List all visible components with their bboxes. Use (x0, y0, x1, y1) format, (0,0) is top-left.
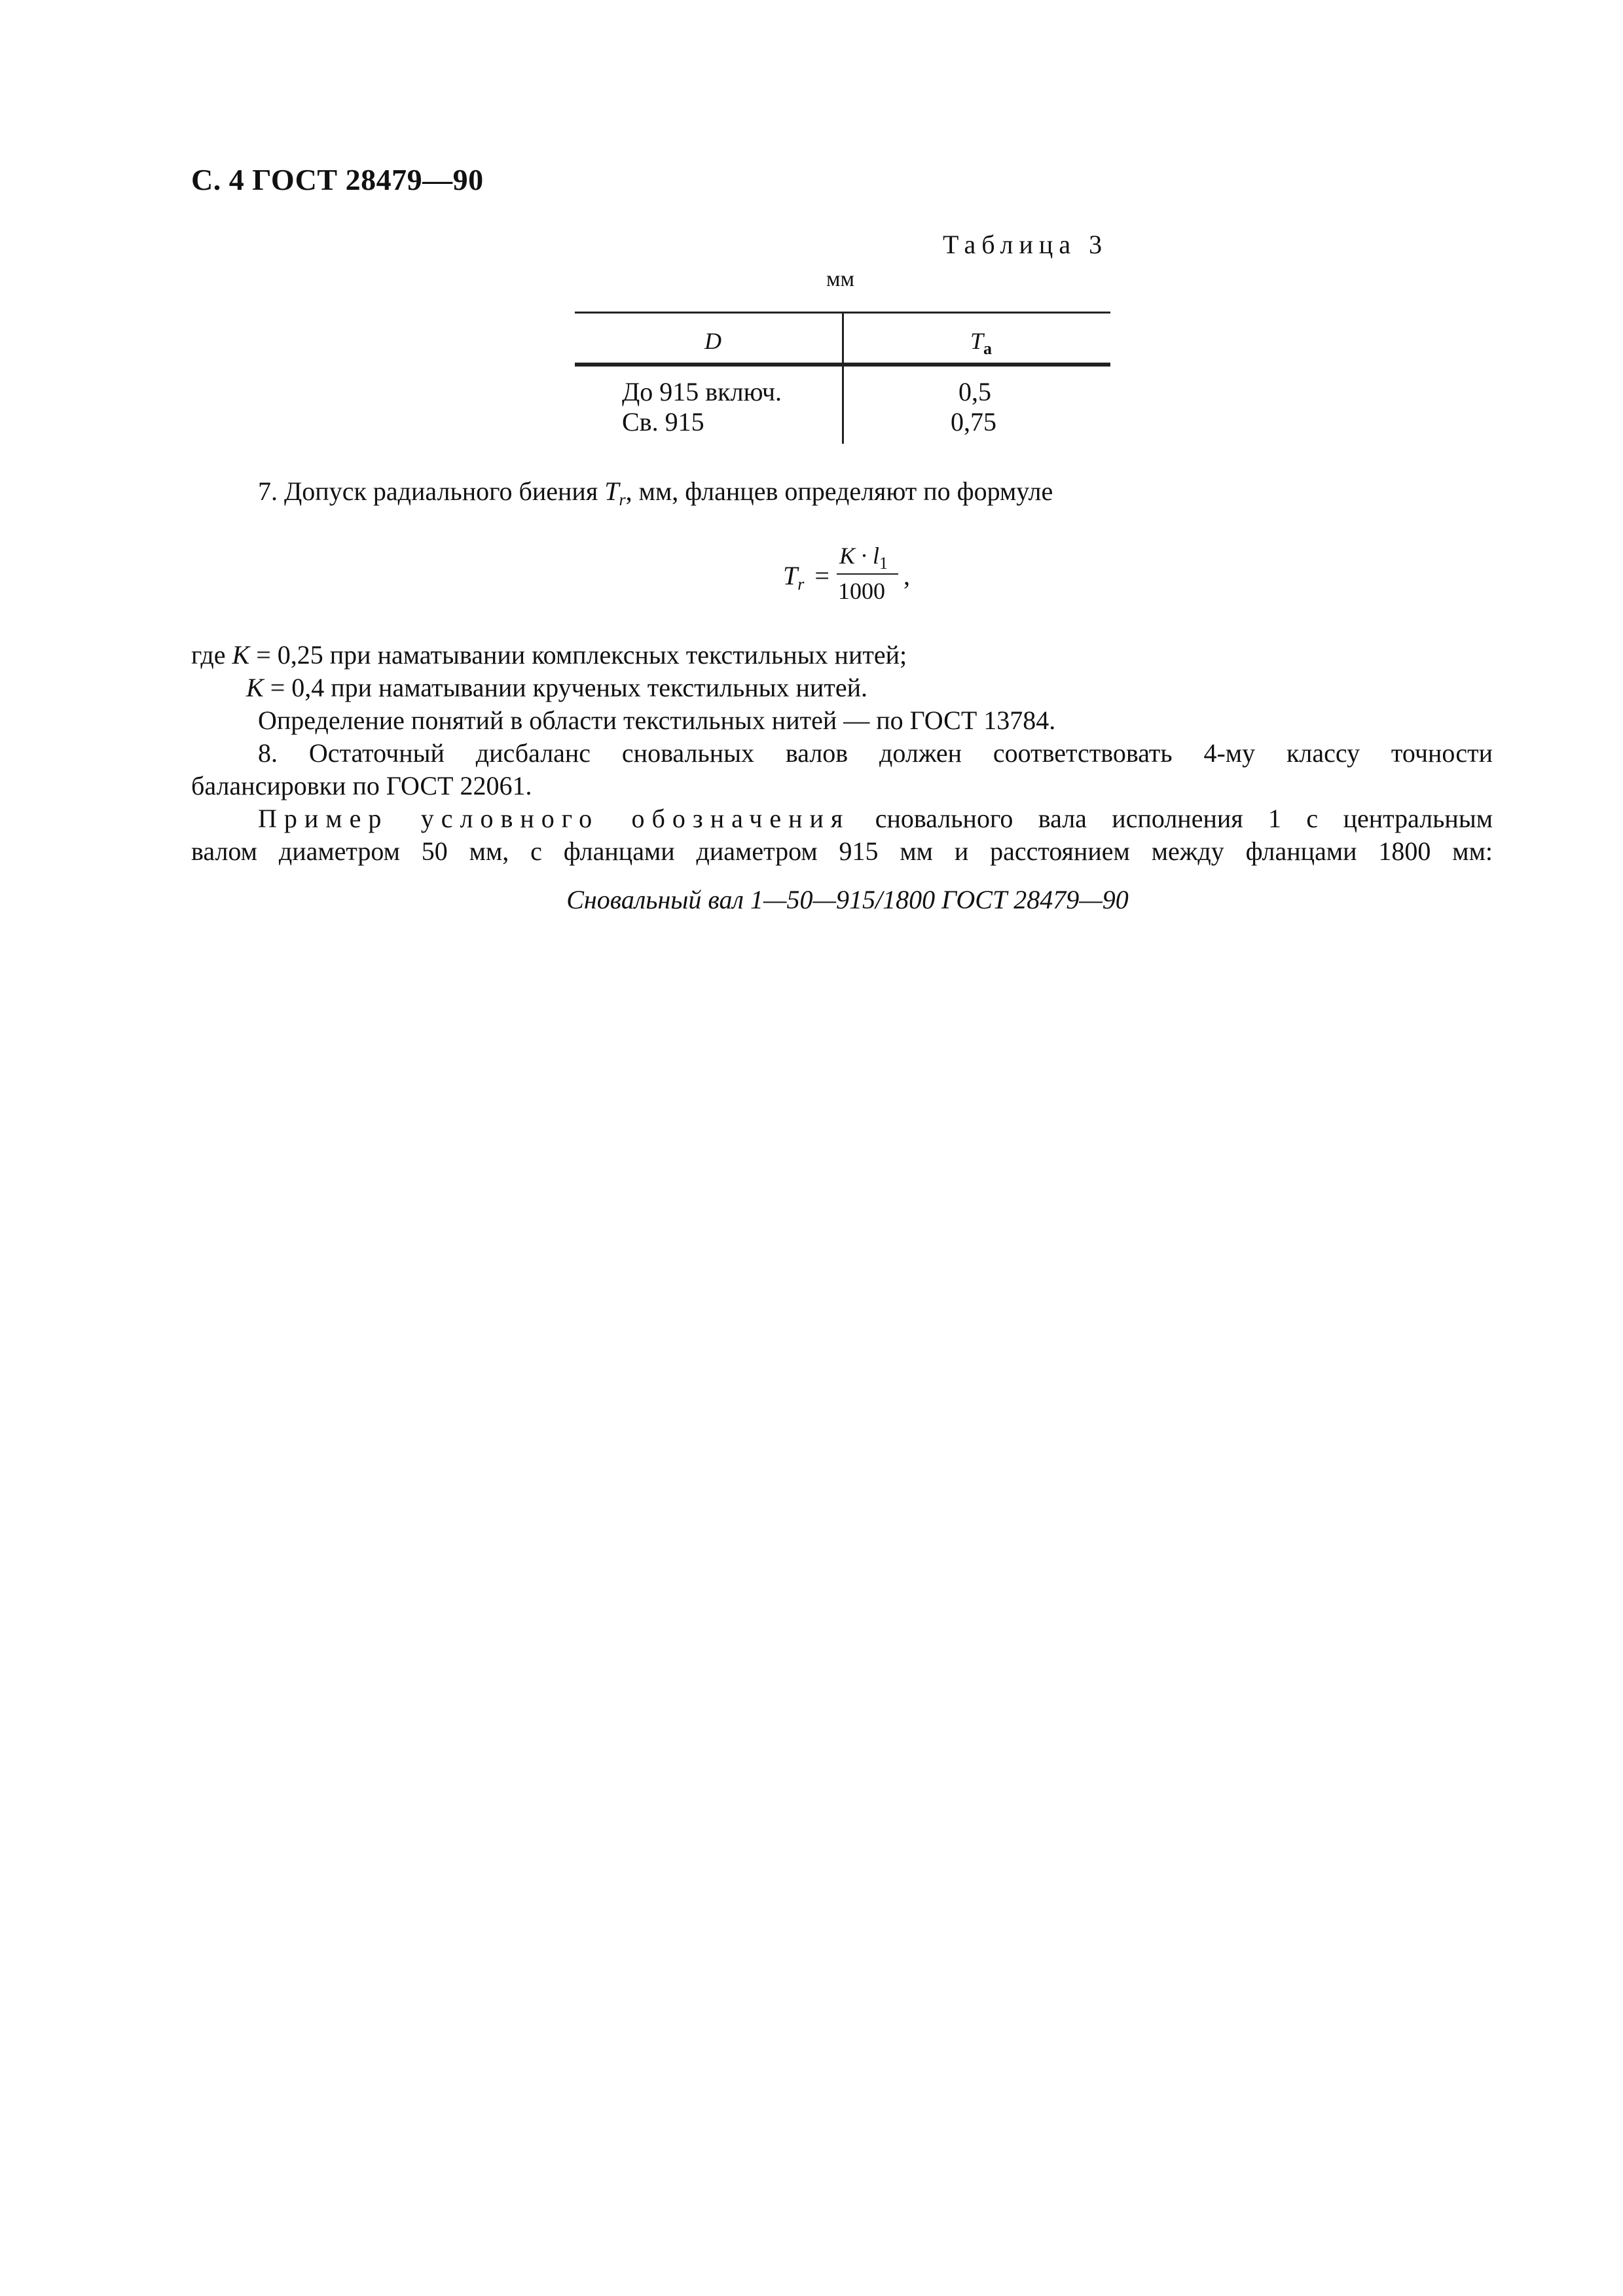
example-designation: Сновальный вал 1—50—915/1800 ГОСТ 28479—90 (566, 885, 1129, 914)
table-cell-t: 0,75 (951, 407, 996, 437)
example-line-1: Пример условного обозначения сновального вала исполнения 1 с центральным (258, 804, 1493, 833)
example-line-2: валом диаметром 50 мм, с фланцами диаметром 915 мм и расстоянием между фланцами 1800 мм: (191, 836, 1493, 866)
paragraph-7: 7. Допуск радиального биения $T_r$, мм, фланцев определяют по формуле (258, 476, 1053, 509)
page-header: С. 4 ГОСТ 28479—90 (191, 163, 484, 196)
table-header-ta: $T_a$ (970, 328, 993, 358)
formula-numerator: $K \cdot l_1$ (839, 543, 888, 573)
fraction-bar (837, 573, 898, 575)
paragraph-8-line-1: 8. Остаточный дисбаланс сновальных валов должен соответствовать 4-му классу точности (258, 738, 1493, 768)
table-column-divider (842, 313, 844, 444)
example-label: Пример условного обозначения (258, 804, 850, 833)
table-caption: Таблица 3 (943, 230, 1108, 259)
table-row (622, 407, 704, 437)
formula-denominator: 1000 (838, 578, 885, 604)
where-line-2: K = 0,4 при наматывании крученых текстильных нитей. (246, 673, 867, 702)
where-line-1: где K = 0,25 при наматывании комплексных текстильных нитей; (191, 640, 907, 670)
table-unit: мм (826, 267, 855, 291)
table-cell-d: До 915 включ. (622, 377, 782, 406)
paragraph-8-line-2: балансировки по ГОСТ 22061. (191, 771, 532, 800)
table-row (622, 377, 782, 407)
definition-paragraph: Определение понятий в области текстильных нитей — по ГОСТ 13784. (258, 706, 1056, 735)
table-cell-d: Св. 915 (622, 407, 704, 437)
table-cell-t: 0,5 (958, 377, 991, 406)
formula-lhs: $T_r$ = (783, 561, 830, 594)
formula-comma: , (903, 561, 910, 590)
table-header-d: D (704, 328, 721, 354)
